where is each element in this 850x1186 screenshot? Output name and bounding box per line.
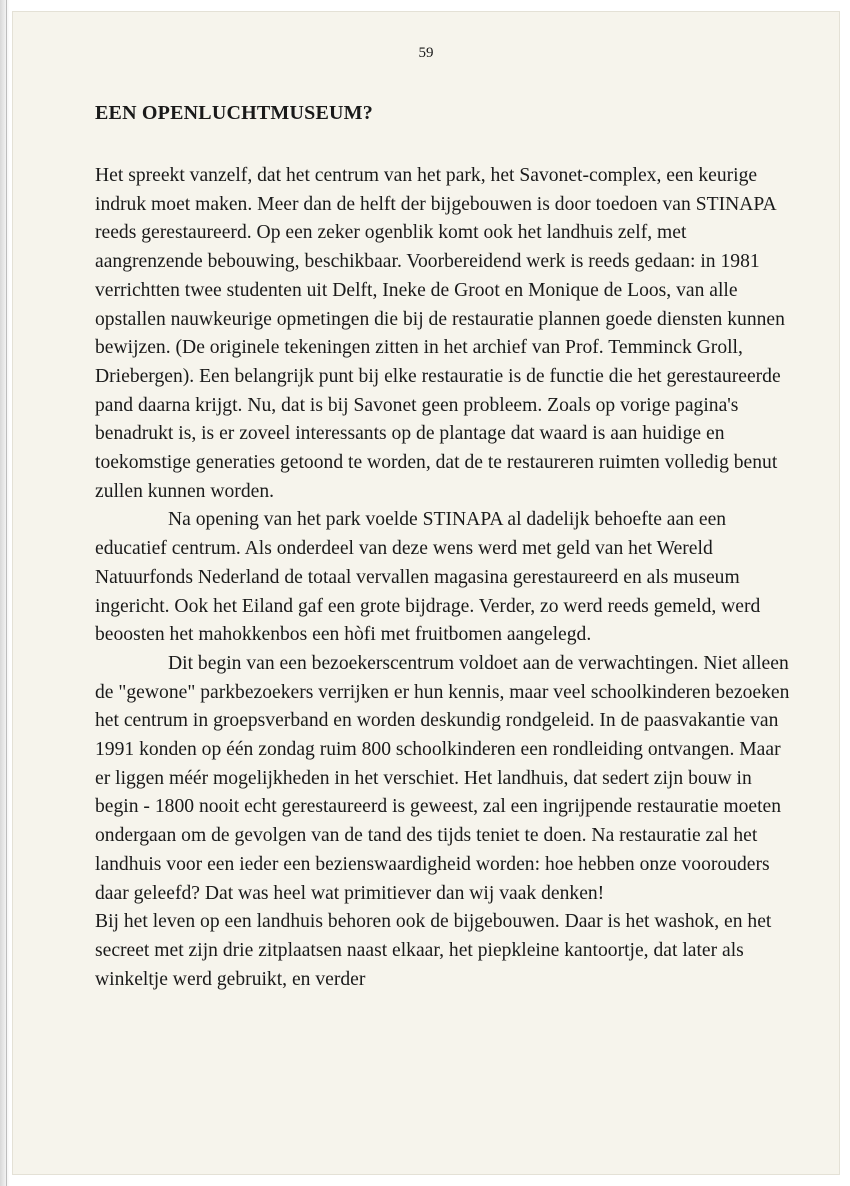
page-number: 59 bbox=[418, 45, 434, 61]
paragraph-3: Dit begin van een bezoekerscentrum voldoet aan de verwachtingen. Niet alleen de "gewone" parkbezoekers verrijken er hun kennis, maar veel schoolkinderen bezoeken het centrum in groepsverband en worden deskundig rondgeleid. In de paasvakantie van 1991 konden op één zondag ruim 800 schoolkinderen een rondleiding ontvangen. Maar er liggen méér mogelijkheden in het verschiet. Het landhuis, dat sedert zijn bouw in begin - 1800 nooit echt gerestaureerd is geweest, zal een ingrijpende restauratie moeten ondergaan om de gevolgen van de tand des tijds teniet te doen. Na restauratie zal het landhuis voor een ieder een bezienswaardigheid worden: hoe hebben onze voorouders daar geleefd? Dat was heel wat primitiever dan wij vaak denken! bbox=[95, 652, 790, 904]
scan-edge-line bbox=[6, 0, 7, 1186]
paragraph-4: Bij het leven op een landhuis behoren ook de bijgebouwen. Daar is het washok, en het secreet met zijn drie zitplaatsen naast elkaar, het piepkleine kantoortje, dat later als winkeltje werd gebruikt, en verder bbox=[95, 911, 772, 990]
document-page bbox=[13, 12, 839, 1174]
paragraph-2: Na opening van het park voelde STINAPA al dadelijk behoefte aan een educatief centrum. Als onderdeel van deze wens werd met geld van het Wereld Natuurfonds Nederland de totaal vervallen magasina gerestaureerd en als museum ingericht. Ook het Eiland gaf een grote bijdrage. Verder, zo werd reeds gemeld, werd beoosten het mahokkenbos een hòfi met fruitbomen aangelegd. bbox=[95, 509, 761, 646]
paragraph-1: Het spreekt vanzelf, dat het centrum van het park, het Savonet-complex, een keurige indruk moet maken. Meer dan de helft der bijgebouwen is door toedoen van STINAPA reeds gerestaureerd. Op een zeker ogenblik komt ook het landhuis zelf, met aangrenzende bebouwing, beschikbaar. Voorbereidend werk is reeds gedaan: in 1981 verrichtten twee studenten uit Delft, Ineke de Groot en Monique de Loos, van alle opstallen nauwkeurige opmetingen die bij de restauratie plannen goede diensten kunnen bewijzen. (De originele tekeningen zitten in het archief van Prof. Temminck Groll, Driebergen). Een belangrijk punt bij elke restauratie is de functie die het gerestaureerde pand daarna krijgt. Nu, dat is bij Savonet geen probleem. Zoals op vorige pagina's benadrukt is, is er zoveel interessants op de plantage dat waard is aan huidige en toekomstige generaties getoond te worden, dat de te restaureren ruimten volledig benut zullen kunnen worden. bbox=[95, 165, 785, 502]
body-text bbox=[95, 162, 795, 994]
scan-edge bbox=[0, 0, 10, 1186]
section-heading: EEN OPENLUCHTMUSEUM? bbox=[95, 102, 373, 124]
